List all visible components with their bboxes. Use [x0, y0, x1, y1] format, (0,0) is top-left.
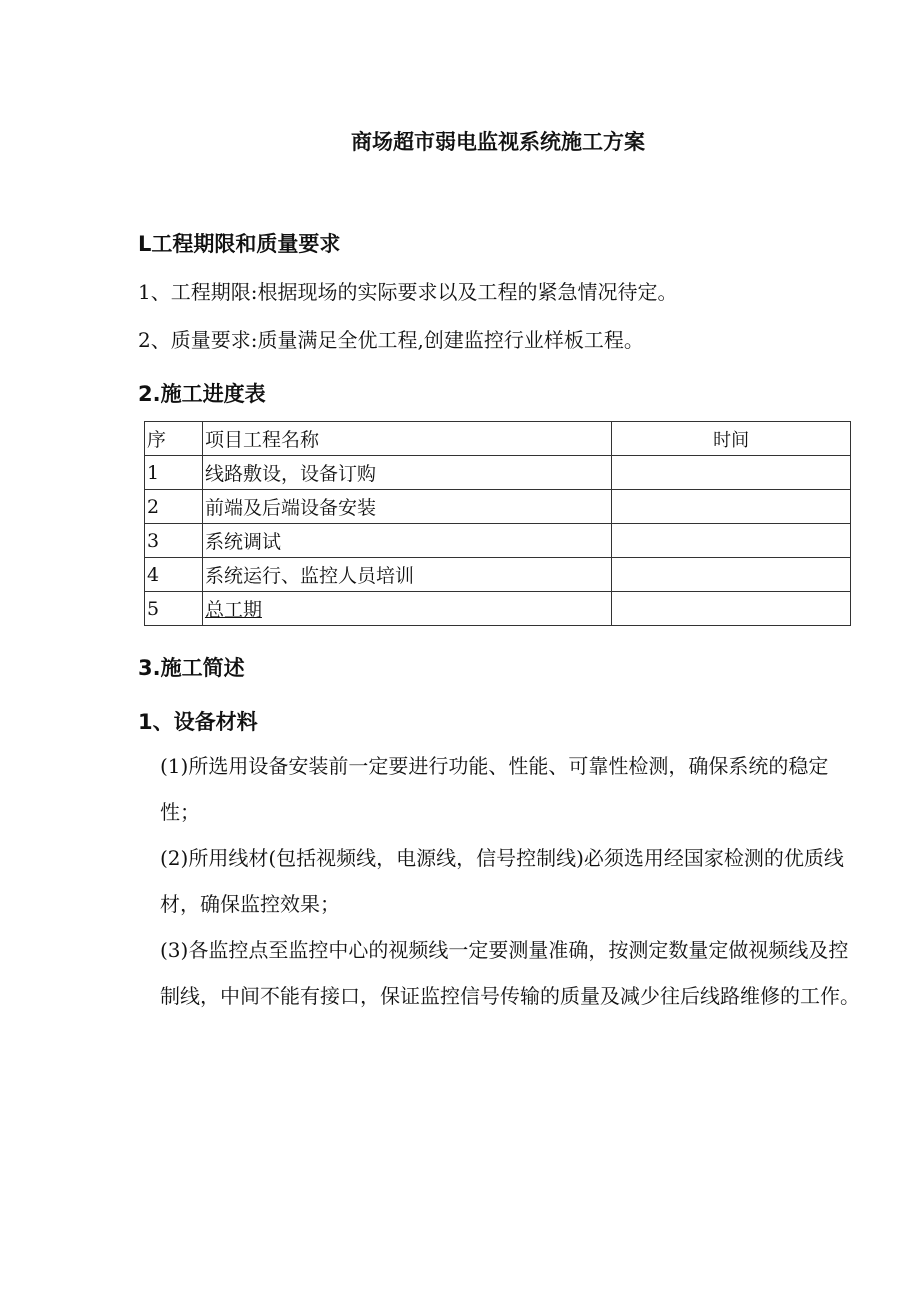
- table-header-row: [145, 422, 851, 456]
- row-name: [202, 592, 611, 626]
- row-name: 系统调试: [202, 524, 611, 558]
- table-row: [145, 490, 851, 524]
- paragraph-1: (1)所选用设备安装前一定要进行功能、性能、可靠性检测，确保系统的稳定性；: [160, 754, 829, 824]
- row-name: 线路敷设，设备订购: [202, 456, 611, 490]
- row-name: 系统运行、监控人员培训: [202, 558, 611, 592]
- section1-heading: L工程期限和质量要求: [138, 232, 341, 256]
- schedule-table: [144, 421, 851, 626]
- section1-item-1: 1、工程期限:根据现场的实际要求以及工程的紧急情况待定。: [138, 280, 678, 304]
- section2-heading: 2.施工进度表: [138, 382, 266, 406]
- paragraph-2: (2)所用线材(包括视频线，电源线，信号控制线)必须选用经国家检测的优质线材，确保监控效果；: [160, 846, 844, 916]
- row-no: 1: [145, 456, 203, 490]
- section3-heading: 3.施工简述: [138, 656, 245, 680]
- row-name: 前端及后端设备安装: [202, 490, 611, 524]
- row-no: 3: [145, 524, 203, 558]
- row-time: [612, 558, 851, 592]
- header-no: 序: [145, 422, 203, 456]
- row-time: [612, 592, 851, 626]
- row-time: [612, 524, 851, 558]
- header-name: 项目工程名称: [202, 422, 611, 456]
- row-no: 2: [145, 490, 203, 524]
- table-row: [145, 558, 851, 592]
- document-title: 商场超市弱电监视系统施工方案: [351, 130, 645, 154]
- table-row: [145, 592, 851, 626]
- row-no: 5: [145, 592, 203, 626]
- section3-subheading: 1、设备材料: [138, 710, 258, 734]
- paragraph-3: (3)各监控点至监控中心的视频线一定要测量准确，按测定数量定做视频线及控制线，中间不能有接口，保证监控信号传输的质量及减少往后线路维修的工作。: [160, 938, 860, 1008]
- row-no: 4: [145, 558, 203, 592]
- total-period-label: 总工期: [204, 599, 262, 621]
- table-row: [145, 456, 851, 490]
- table-row: [145, 524, 851, 558]
- row-time: [612, 456, 851, 490]
- section1-item-2: 2、质量要求:质量满足全优工程,创建监控行业样板工程。: [138, 328, 644, 352]
- row-time: [612, 490, 851, 524]
- header-time: 时间: [612, 422, 851, 456]
